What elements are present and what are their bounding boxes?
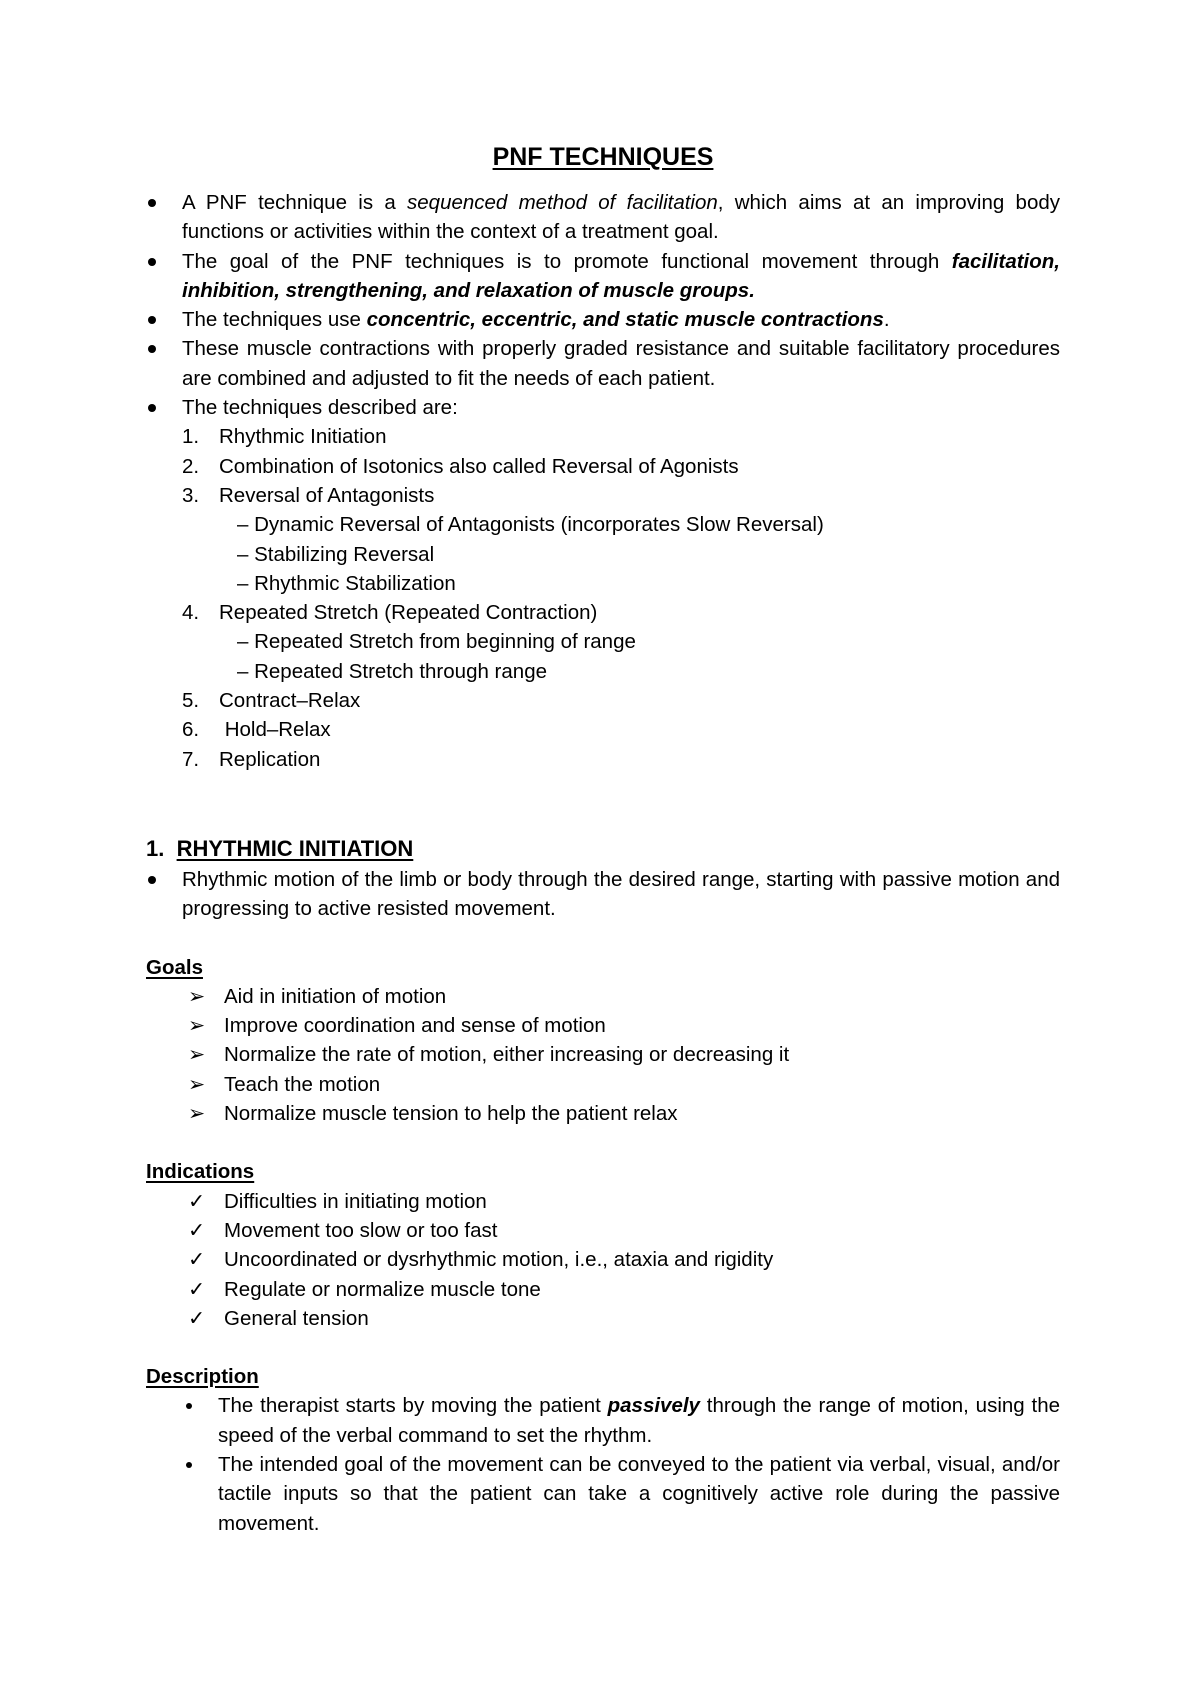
technique-subitem: – Dynamic Reversal of Antagonists (incorporates Slow Reversal) [237,513,824,537]
checkmark-icon: ✓ [188,1306,206,1330]
arrow-bullet-icon: ➢ [188,1043,206,1067]
techniques-list [146,422,1060,774]
technique-item: 2. Combination of Isotonics also called Reversal of Agonists [182,454,739,478]
section-summary-list [146,865,1060,924]
indication-item: ✓ Uncoordinated or dysrhythmic motion, i.e., ataxia and rigidity [188,1245,1060,1274]
goal-item: ➢ Improve coordination and sense of motion [188,1011,1060,1040]
goal-item: ➢ Normalize the rate of motion, either increasing or decreasing it [188,1040,1060,1069]
arrow-bullet-icon: ➢ [188,984,206,1008]
page-title: PNF TECHNIQUES [492,143,714,171]
arrow-bullet-icon: ➢ [188,1102,206,1126]
description-heading: Description [146,1365,259,1389]
technique-subitem: – Repeated Stretch from beginning of range [237,630,636,654]
goal-item: ➢ Teach the motion [188,1070,1060,1099]
goal-item: ➢ Normalize muscle tension to help the patient relax [188,1099,1060,1128]
technique-item: 5. Contract–Relax [182,689,361,713]
technique-item: 3. Reversal of Antagonists – Dynamic Reversal of Antagonists (incorporates Slow Reversal) – Stabilizing Reversal – Rhythmic Stabilization [182,481,1060,598]
checkmark-icon: ✓ [188,1277,206,1301]
indications-heading: Indications [146,1160,255,1184]
indication-item: ✓ Movement too slow or too fast [188,1216,1060,1245]
description-list [146,1391,1060,1537]
strong-text: concentric, eccentric, and static muscle contractions [366,308,884,332]
technique-subitem: – Rhythmic Stabilization [237,571,456,595]
intro-bullet: The techniques use concentric, eccentric, and static muscle contractions. [146,305,1060,334]
technique-item: 6. Hold–Relax [182,718,331,742]
technique-item: 1. Rhythmic Initiation [182,425,387,449]
section-heading: 1. RHYTHMIC INITIATION [146,835,414,861]
checkmark-icon: ✓ [188,1189,206,1213]
technique-sublist [219,510,1060,598]
intro-bullet: The techniques described are: [146,393,1060,422]
intro-bullet-list [146,188,1060,422]
indication-item: ✓ Difficulties in initiating motion [188,1187,1060,1216]
goals-heading: Goals [146,955,203,979]
indications-list [146,1187,1060,1333]
technique-subitem: – Stabilizing Reversal [237,542,435,566]
technique-item: 4. Repeated Stretch (Repeated Contraction) – Repeated Stretch from beginning of range – Repeated Stretch through range [182,598,1060,686]
checkmark-icon: ✓ [188,1248,206,1272]
document-page [146,140,1060,1538]
indication-item: ✓ Regulate or normalize muscle tone [188,1275,1060,1304]
description-item: The intended goal of the movement can be conveyed to the patient via verbal, visual, and/or tactile inputs so that the patient can take a cognitively active role during the passive movement. [182,1450,1060,1538]
checkmark-icon: ✓ [188,1218,206,1242]
arrow-bullet-icon: ➢ [188,1014,206,1038]
description-item: The therapist starts by moving the patient passively through the range of motion, using the speed of the verbal command to set the rhythm. [182,1391,1060,1450]
intro-bullet: These muscle contractions with properly graded resistance and suitable facilitatory procedures are combined and adjusted to fit the needs of each patient. [146,334,1060,393]
intro-bullet: A PNF technique is a sequenced method of facilitation, which aims at an improving body functions or activities within the context of a treatment goal. [146,188,1060,247]
technique-sublist [219,627,1060,686]
section-summary: Rhythmic motion of the limb or body through the desired range, starting with passive motion and progressing to active resisted movement. [146,865,1060,924]
emphasis-text: sequenced method of facilitation [407,191,718,214]
goal-item: ➢ Aid in initiation of motion [188,982,1060,1011]
arrow-bullet-icon: ➢ [188,1072,206,1096]
indication-item: ✓ General tension [188,1304,1060,1333]
technique-subitem: – Repeated Stretch through range [237,659,547,683]
strong-text: passively [607,1394,700,1418]
intro-bullet: The goal of the PNF techniques is to promote functional movement through facilitation, inhibition, strengthening, and relaxation of muscle groups. [146,247,1060,306]
technique-item: 7. Replication [182,747,321,771]
strong-text: facilitation, inhibition, strengthening, and relaxation of muscle groups. [182,249,1060,302]
goals-list [146,982,1060,1128]
